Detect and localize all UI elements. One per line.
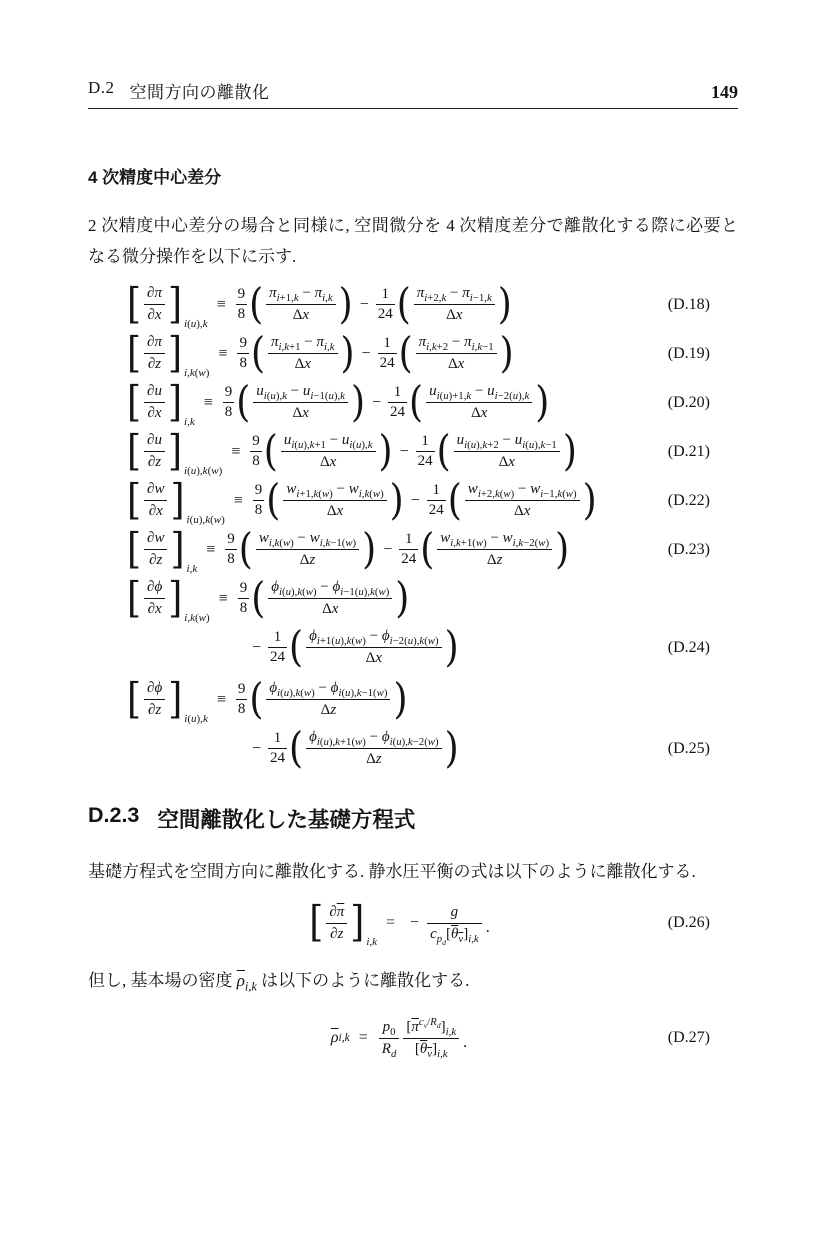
lhs-subscript: i(u),k(w) [184, 464, 223, 477]
fraction-numerator: 1 [378, 334, 397, 354]
fraction-numerator: 9 [250, 432, 262, 452]
right-paren-delimiter: ) [393, 674, 408, 724]
fraction [379, 1018, 400, 1059]
body-paragraph-2: 但し, 基本場の密度 $\overline{\rho}_{i,k}$ は以下のように離散化する. [88, 971, 470, 994]
fraction-numerator: $u_{i(u),k+2} - u_{i(u),k-1}$ [454, 431, 560, 452]
fraction-numerator: $w_{i+1,k(w)} - w_{i,k(w)}$ [283, 480, 386, 501]
fraction [306, 627, 442, 668]
minus-sign: − [359, 295, 369, 313]
fraction-numerator: 1 [388, 383, 407, 403]
fraction-denominator: ∂x [148, 503, 163, 519]
fraction-denominator: ∂z [330, 925, 344, 942]
equation-content [126, 279, 513, 330]
equation-row-d27 [88, 1006, 738, 1070]
equation-number: (D.21) [667, 442, 710, 460]
equation-lhs [126, 524, 198, 575]
equation-row [88, 427, 738, 476]
fraction-denominator: 24 [428, 502, 444, 518]
fraction-numerator: ∂π [144, 284, 165, 305]
fraction-numerator: $\pi_{i+2,k} - \pi_{i-1,k}$ [414, 284, 495, 305]
equals-sign: = [386, 914, 396, 931]
body-paragraph-1: 基礎方程式を空間方向に離散化する. 静水圧平衡の式は以下のように離散化する. [88, 862, 696, 881]
equivalence-sign: ≡ [203, 393, 213, 411]
fraction-numerator: 1 [427, 481, 446, 501]
fraction-numerator: 9 [238, 579, 250, 599]
fraction-denominator: ∂z [147, 356, 162, 372]
left-paright-en-delimiter: ( [236, 377, 251, 427]
lhs-subscript: i(u),k [184, 712, 208, 725]
fraction-denominator: ∂x [147, 601, 162, 617]
fraction [268, 333, 338, 374]
right-bracket-delimiter: ] [167, 426, 183, 476]
fraction-numerator: $\phi_{i+1(u),k(w)} - \phi_{i-2(u),k(w)}$ [306, 627, 442, 648]
fraction [144, 578, 165, 619]
fraction-denominator: 8 [239, 600, 248, 616]
equivalence-sign: ≡ [216, 690, 226, 708]
fraction-denominator: Δx [292, 307, 310, 323]
left-paright-en-delimiter: ( [396, 279, 411, 329]
fraction [378, 334, 397, 373]
fraction-denominator: 24 [401, 551, 417, 567]
minus-sign: − [399, 442, 409, 460]
fraction-numerator: 1 [399, 530, 418, 550]
fraction-denominator: Δx [326, 503, 344, 519]
header-section-title: 空間方向の離散化 [129, 83, 270, 102]
fraction-denominator: ∂x [147, 405, 162, 421]
fraction-numerator: 9 [236, 285, 248, 305]
fraction-numerator: $\phi_{i(u),k(w)} - \phi_{i(u),k-1(w)}$ [266, 679, 390, 700]
equation-lhs [126, 328, 210, 379]
left-paright-en-delimiter: ( [249, 279, 264, 329]
right-paren-delimiter: ) [582, 475, 597, 525]
fraction-numerator: 9 [223, 383, 235, 403]
equation-number: (D.27) [667, 1029, 710, 1046]
fraction-denominator: 24 [270, 750, 286, 766]
fraction-numerator: 1 [376, 285, 395, 305]
right-paren-delimiter: ) [555, 524, 570, 574]
left-bracket-delimiter: [ [309, 898, 324, 947]
lhs-subscript: i,k [184, 415, 195, 428]
equation-row [88, 675, 738, 724]
fraction-denominator: Δx [365, 650, 382, 666]
equation-number: (D.18) [667, 295, 710, 313]
period: . [485, 919, 490, 936]
equals-sign: = [358, 1029, 368, 1046]
equation-row [88, 329, 738, 378]
fraction-denominator: 24 [417, 453, 433, 469]
fraction-denominator: Δx [446, 307, 463, 323]
fraction [454, 431, 560, 472]
fraction-denominator: $R_d$ [381, 1040, 397, 1060]
right-paren-delimiter: ) [444, 723, 459, 773]
minus-sign: − [361, 344, 371, 362]
right-paren-delimiter: ) [535, 377, 550, 427]
minus-sign: − [410, 914, 420, 931]
fraction [225, 530, 237, 569]
fraction-numerator: 9 [253, 481, 265, 501]
equivalence-sign: ≡ [218, 344, 228, 362]
equation-content [308, 898, 490, 949]
equation-row [88, 280, 738, 329]
period: . [463, 1034, 468, 1051]
fraction-numerator: ∂u [144, 382, 165, 403]
equation-row-d26 [88, 895, 738, 951]
fraction-denominator: Δx [447, 356, 465, 372]
fraction [238, 579, 250, 618]
equation-content [126, 328, 515, 379]
fraction-numerator: $w_{i,k(w)} - w_{i,k-1(w)}$ [256, 529, 359, 550]
right-bracket-delimiter: ] [168, 573, 183, 623]
fraction [144, 431, 165, 472]
fraction [416, 432, 435, 471]
equation-number: (D.19) [667, 344, 710, 362]
equivalence-sign: ≡ [233, 491, 243, 509]
fraction-denominator: 8 [252, 453, 260, 469]
fraction [144, 679, 165, 720]
equation-block [88, 280, 738, 773]
equivalence-sign: ≡ [218, 589, 228, 607]
equation-content [126, 674, 409, 725]
fraction-numerator: $w_{i+2,k(w)} - w_{i-1,k(w)}$ [465, 480, 580, 501]
fraction-numerator: $u_{i(u),k+1} - u_{i(u),k}$ [281, 431, 376, 452]
left-paright-en-delimiter: ( [289, 723, 304, 773]
minus-sign: − [410, 491, 420, 509]
left-bright-acket-delimiter: [ [127, 573, 142, 623]
right-bracket-delimiter: ] [167, 279, 183, 329]
equation-content [126, 723, 460, 773]
subsection-heading: 4 次精度中心差分 [88, 168, 222, 187]
page-number: 149 [711, 82, 738, 102]
fraction-denominator: 24 [377, 306, 393, 322]
fraction-denominator: $[\theta_v]_{i,k}$ [414, 1040, 448, 1060]
right-paren-delimiter: ) [378, 426, 393, 476]
fraction-numerator: ∂w [144, 529, 167, 550]
equivalence-sign: ≡ [206, 540, 216, 558]
fraction [250, 432, 262, 471]
left-paright-en-delimiter: ( [266, 475, 281, 525]
lhs-subscript: i,k(w) [184, 366, 210, 379]
left-bright-acket-delimiter: [ [127, 328, 142, 378]
fraction-numerator: $\pi_{i+1,k} - \pi_{i,k}$ [266, 284, 335, 305]
left-paright-en-delimiter: ( [251, 573, 266, 623]
fraction-denominator: 8 [239, 355, 247, 371]
fraction [144, 333, 165, 374]
equation-lhs: $\overline{\rho}$ i,k [330, 1029, 350, 1046]
fraction [144, 382, 165, 423]
fraction-numerator: $p_0$ [379, 1018, 400, 1039]
fraction-denominator: Δx [294, 356, 311, 372]
fraction-numerator: $\pi_{i,k+1} - \pi_{i,k}$ [268, 333, 338, 354]
left-bright-acket-delimiter: [ [127, 524, 142, 574]
equation-content [126, 622, 460, 672]
fraction [414, 284, 495, 325]
left-paright-en-delimiter: ( [238, 524, 253, 574]
left-bright-acket-delimiter: [ [127, 377, 142, 427]
fraction [253, 382, 348, 423]
fraction [268, 578, 392, 619]
fraction-numerator: ∂u [144, 431, 165, 452]
left-bright-acket-delimiter: [ [127, 279, 142, 329]
fraction-denominator: 8 [227, 551, 235, 567]
fraction-denominator: Δx [498, 454, 515, 470]
fraction-denominator: ∂x [147, 307, 162, 323]
right-paren-delimiter: ) [362, 524, 377, 574]
right-paren-delimiter: ) [444, 622, 459, 672]
equation-lhs [126, 475, 225, 526]
right-paren-delimiter: ) [497, 279, 512, 329]
left-bright-acket-delimiter: [ [127, 475, 142, 525]
fraction-numerator: ∂ϕ [144, 679, 165, 700]
fraction-denominator: Δx [322, 601, 339, 617]
fraction [144, 529, 167, 570]
fraction-numerator: 9 [237, 334, 249, 354]
fraction-denominator: Δx [514, 503, 531, 519]
equation-row [88, 476, 738, 525]
fraction [253, 481, 265, 520]
minus-sign: − [252, 739, 262, 757]
fraction [268, 729, 287, 768]
fraction-numerator: $u_{i(u)+1,k} - u_{i-2(u),k}$ [426, 382, 532, 403]
equation-row [88, 574, 738, 623]
header-section-number: D.2 [88, 78, 115, 97]
fraction-numerator: $\pi_{i,k+2} - \pi_{i,k-1}$ [416, 333, 497, 354]
fraction-numerator: 9 [236, 680, 248, 700]
fraction [427, 481, 446, 520]
fraction-denominator: 24 [270, 649, 286, 665]
section-title: 空間離散化した基礎方程式 [157, 808, 416, 832]
fraction-denominator: ∂z [148, 702, 162, 718]
fraction-numerator: $\phi_{i(u),k+1(w)} - \phi_{i(u),k-2(w)}$ [306, 728, 442, 749]
fraction [256, 529, 359, 570]
fraction-denominator: Δz [299, 552, 316, 568]
equation-row [88, 623, 738, 672]
equation-content [126, 573, 410, 624]
minus-sign: − [372, 393, 382, 411]
fraction [144, 284, 165, 325]
right-paren-delimiter: ) [340, 328, 355, 378]
fraction [223, 383, 235, 422]
fraction [427, 903, 482, 947]
fraction-denominator: 8 [254, 502, 263, 518]
left-paright-en-delimiter: ( [398, 328, 413, 378]
right-paren-delimiter: ) [338, 279, 353, 329]
fraction-numerator: $w_{i,k+1(w)} - w_{i,k-2(w)}$ [437, 529, 552, 550]
fraction [399, 530, 418, 569]
equation-lhs [308, 898, 378, 949]
left-paright-en-delimiter: ( [263, 426, 278, 476]
fraction-denominator: Δz [320, 702, 337, 718]
lhs-subscript: i,k(w) [184, 611, 210, 624]
fraction-denominator: 8 [237, 701, 246, 717]
left-bright-acket-delimiter: [ [127, 674, 142, 724]
equation-content [126, 377, 550, 428]
equation-number: (D.23) [667, 540, 710, 558]
fraction-denominator: Δx [471, 405, 488, 421]
equation-content [126, 475, 598, 526]
fraction-denominator: ∂z [147, 454, 162, 470]
fraction-denominator: ∂z [149, 552, 163, 568]
equation-content [330, 1015, 468, 1060]
fraction [403, 1015, 459, 1060]
equation-content [126, 524, 570, 575]
lhs-subscript: i,k [366, 936, 378, 949]
fraction-numerator: g [427, 903, 482, 924]
fraction [266, 284, 335, 325]
equation-lhs [126, 674, 208, 725]
right-bracket-delimiter: ] [168, 674, 183, 724]
fraction-denominator: $c_{p_d}[\theta_v]_{i,k}$ [430, 925, 479, 947]
equation-row [88, 724, 738, 773]
right-paren-delimiter: ) [350, 377, 366, 427]
fraction-numerator: 1 [268, 628, 287, 648]
left-paright-en-delimiter: ( [436, 426, 451, 476]
lhs-subscript: i(u),k(w) [186, 513, 225, 526]
left-bright-acket-delimiter: [ [127, 426, 142, 476]
fraction-denominator: 8 [224, 404, 233, 420]
right-bracket-delimiter: ] [167, 328, 183, 378]
right-bracket-delimiter: ] [167, 377, 183, 427]
fraction [236, 285, 248, 324]
fraction-numerator: $\phi_{i(u),k(w)} - \phi_{i-1(u),k(w)}$ [268, 578, 392, 599]
equivalence-sign: ≡ [231, 442, 241, 460]
document-page [88, 78, 738, 1070]
right-bracket-delimiter: ] [170, 524, 185, 574]
left-paright-en-delimiter: ( [409, 377, 424, 427]
fraction-numerator: ∂w [144, 480, 167, 501]
fraction-denominator: Δz [366, 751, 382, 767]
right-paren-delimiter: ) [562, 426, 577, 476]
right-paren-delimiter: ) [389, 475, 404, 525]
right-paren-delimiter: ) [499, 328, 514, 378]
fraction-denominator: Δz [486, 552, 503, 568]
equation-lhs [126, 426, 223, 477]
fraction [281, 431, 376, 472]
equation-lhs [126, 279, 208, 330]
equation-number: (D.25) [667, 739, 710, 757]
fraction-denominator: Δx [320, 454, 337, 470]
lhs-subscript: i(u),k [184, 317, 208, 330]
fraction [416, 333, 497, 374]
equation-row [88, 378, 738, 427]
fraction-numerator: 9 [225, 530, 237, 550]
equation-number: (D.22) [667, 491, 710, 509]
fraction [426, 382, 532, 423]
lhs-subscript: i,k [186, 562, 198, 575]
equation-number: (D.20) [667, 393, 710, 411]
running-header [88, 78, 270, 103]
left-paright-en-delimiter: ( [250, 328, 265, 378]
fraction [266, 679, 390, 720]
section-number: D.2.3 [88, 803, 140, 827]
fraction [283, 480, 386, 521]
fraction-numerator: 1 [416, 432, 435, 452]
fraction [306, 728, 442, 769]
fraction-numerator: $[\overline{\pi}^{c_v/R_d}]_{i,k}$ [403, 1018, 459, 1039]
fraction-denominator: 24 [390, 404, 406, 420]
fraction-numerator: $\partial\overline{\pi}$ [326, 903, 347, 924]
fraction-denominator: 8 [237, 306, 246, 322]
right-bracket-delimiter: ] [170, 475, 185, 525]
intro-paragraph: 2 次精度中心差分の場合と同様に, 空間微分を 4 次精度差分で離散化する際に必要となる微分操作を以下に示す. [88, 216, 738, 266]
equation-lhs [126, 377, 195, 428]
right-bracket-delimiter: ] [350, 898, 365, 947]
fraction-numerator: ∂ϕ [144, 578, 165, 599]
equivalence-sign: ≡ [216, 295, 226, 313]
fraction [376, 285, 395, 324]
fraction-denominator: Δx [292, 405, 309, 421]
fraction-numerator: 1 [268, 729, 287, 749]
fraction [465, 480, 580, 521]
left-paright-en-delimiter: ( [289, 622, 304, 672]
minus-sign: − [252, 638, 262, 656]
equation-content [126, 426, 578, 477]
equation-number: (D.26) [667, 914, 710, 931]
fraction [326, 903, 347, 944]
fraction-numerator: $u_{i(u),k} - u_{i-1(u),k}$ [253, 382, 348, 403]
fraction-numerator: ∂π [144, 333, 165, 354]
fraction [437, 529, 552, 570]
left-paright-en-delimiter: ( [447, 475, 462, 525]
fraction [236, 680, 248, 719]
equation-row [88, 525, 738, 574]
equation-number: (D.24) [667, 638, 710, 656]
fraction [388, 383, 407, 422]
right-paren-delimiter: ) [395, 573, 410, 623]
fraction-denominator: 24 [379, 355, 395, 371]
fraction [144, 480, 167, 521]
fraction [237, 334, 249, 373]
left-paright-en-delimiter: ( [420, 524, 435, 574]
minus-sign: − [383, 540, 393, 558]
left-paright-en-delimiter: ( [249, 674, 264, 724]
fraction [268, 628, 287, 667]
equation-lhs [126, 573, 210, 624]
page-header [88, 78, 738, 109]
section-heading [88, 803, 738, 834]
